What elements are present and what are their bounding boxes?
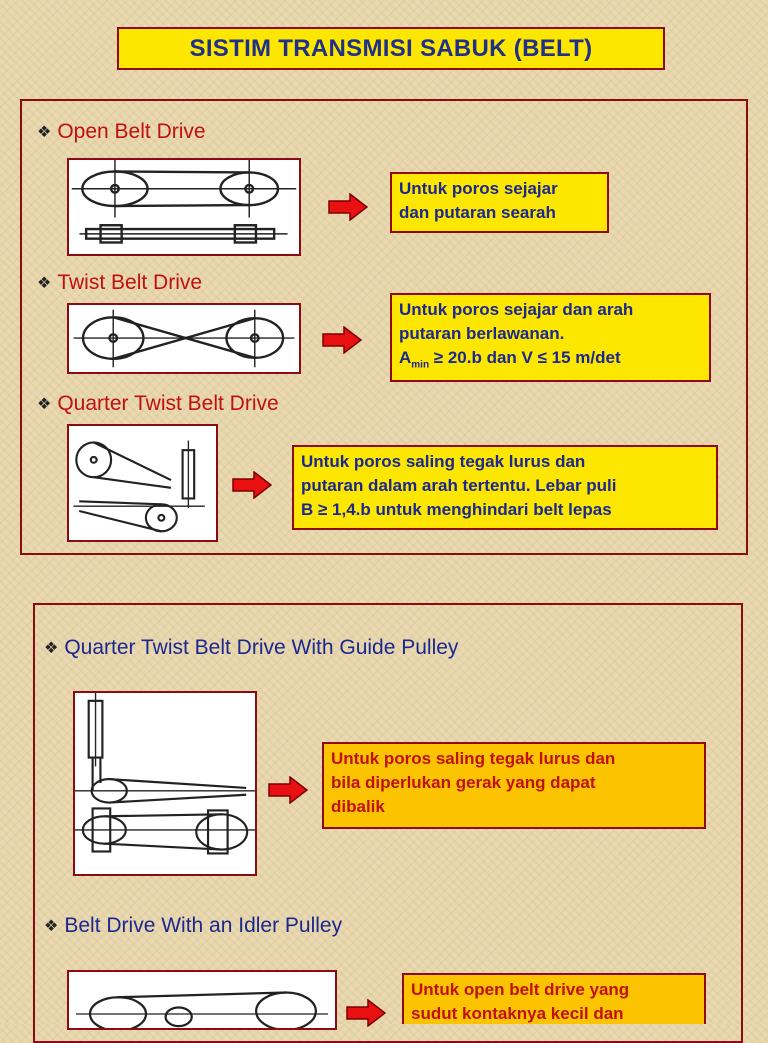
arrow-right-icon <box>232 471 272 499</box>
note-line: Untuk open belt drive yang <box>411 980 630 999</box>
heading-idler-pulley <box>44 914 342 938</box>
open-belt-diagram <box>67 158 301 256</box>
arrow-right-icon <box>322 326 362 354</box>
open-belt-note <box>390 172 609 233</box>
formula-symbol: A <box>399 348 412 367</box>
heading-quarter-twist-belt-drive <box>37 392 279 416</box>
note-line: Untuk poros saling tegak lurus dan <box>301 452 586 471</box>
twist-belt-diagram <box>67 303 301 374</box>
note-line: B ≥ 1,4.b untuk menghindari belt lepas <box>301 500 612 519</box>
bullet-icon: ❖ <box>44 640 59 657</box>
arrow-right-icon <box>346 999 386 1027</box>
heading-twist-belt-drive <box>37 271 202 295</box>
bullet-icon: ❖ <box>37 275 52 292</box>
note-line: putaran dalam arah tertentu. Lebar puli <box>301 476 617 495</box>
note-line: sudut kontaknya kecil dan <box>411 1004 624 1023</box>
note-line: dan putaran searah <box>399 203 556 222</box>
heading-label: Open Belt Drive <box>57 120 206 143</box>
bullet-icon: ❖ <box>37 124 52 141</box>
heading-guide-pulley <box>44 636 458 660</box>
heading-label: Belt Drive With an Idler Pulley <box>64 914 343 937</box>
note-line: bila diperlukan gerak yang dapat <box>331 773 596 792</box>
formula-subscript: min <box>411 359 430 371</box>
bullet-icon: ❖ <box>37 396 52 413</box>
note-line: putaran berlawanan. <box>399 324 565 343</box>
arrow-right-icon <box>268 776 308 804</box>
heading-label: Twist Belt Drive <box>57 271 203 294</box>
guide-pulley-diagram <box>73 691 257 876</box>
formula-rest: ≥ 20.b dan V ≤ 15 m/det <box>429 348 621 367</box>
bullet-icon: ❖ <box>44 918 59 935</box>
note-formula <box>399 346 702 377</box>
heading-label: Quarter Twist Belt Drive With Guide Pulley <box>64 636 459 659</box>
note-line: Untuk poros sejajar dan arah <box>399 300 634 319</box>
quarter-twist-note <box>292 445 718 530</box>
guide-pulley-note <box>322 742 706 829</box>
note-line: Untuk poros sejajar <box>399 179 558 198</box>
idler-pulley-note <box>402 973 706 1024</box>
heading-open-belt-drive <box>37 120 206 144</box>
idler-pulley-diagram <box>67 970 337 1030</box>
quarter-twist-diagram <box>67 424 218 542</box>
slide-title: SISTIM TRANSMISI SABUK (BELT) <box>117 27 665 70</box>
heading-label: Quarter Twist Belt Drive <box>57 392 279 415</box>
note-line: Untuk poros saling tegak lurus dan <box>331 749 616 768</box>
twist-belt-note <box>390 293 711 382</box>
note-line: dibalik <box>331 797 385 816</box>
arrow-right-icon <box>328 193 368 221</box>
